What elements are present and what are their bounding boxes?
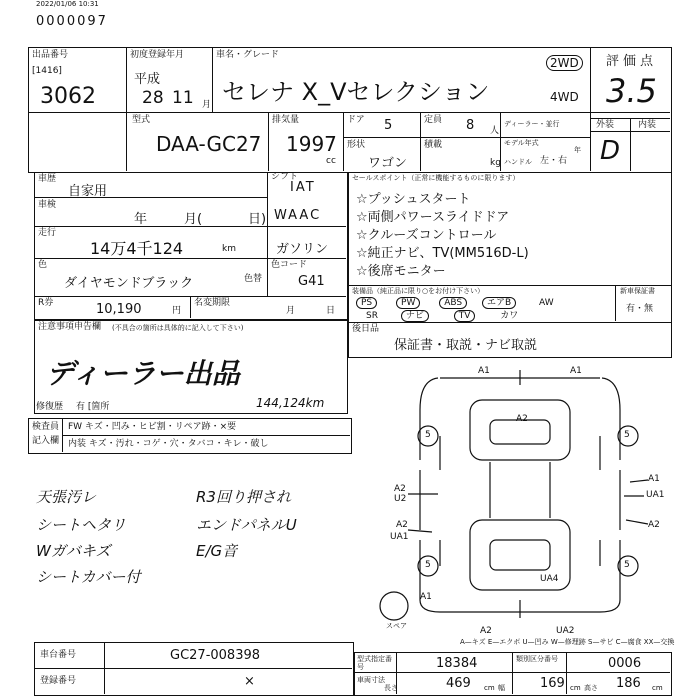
- model-label: 型式: [132, 115, 151, 125]
- mark-right-3: A2: [648, 520, 660, 530]
- mark-front-right: A1: [570, 366, 582, 376]
- odometer-note: 144,124km: [256, 396, 325, 410]
- mark-bumper-1: A2: [480, 626, 492, 636]
- mark-left-3: A2: [396, 520, 408, 530]
- designation-label: 型式指定番号: [357, 655, 392, 671]
- equip-aw: AW: [539, 298, 554, 308]
- accessories-value: 保証書・取説・ナビ取説: [394, 338, 538, 353]
- mark-wheel-rr: 5: [624, 560, 630, 570]
- equip-pw: PW: [396, 297, 420, 309]
- equip-abs: ABS: [439, 297, 467, 309]
- doors-value: 5: [384, 118, 393, 133]
- ac-value: WAAC: [274, 208, 322, 223]
- model-value: DAA-GC27: [156, 132, 262, 156]
- dims-l-label: 長さ: [384, 684, 398, 692]
- designation-value: 18384: [436, 656, 478, 671]
- color-change-label: 色替: [244, 274, 263, 284]
- category-value: 0006: [608, 656, 642, 671]
- mark-wheel-fl: 5: [425, 430, 431, 440]
- notes-label: 注意事項申告欄: [38, 322, 102, 332]
- sales-point-5: ☆後席モニター: [356, 264, 446, 279]
- color-label: 色: [38, 260, 48, 270]
- fuel-value: ガソリン: [276, 242, 329, 257]
- car-name-label: 車名・グレード: [216, 50, 280, 60]
- shift-value: IAT: [290, 180, 316, 195]
- dims-length: 469: [446, 676, 471, 691]
- repair-value: 有 [箇所: [76, 402, 110, 412]
- accessories-label: 後日品: [352, 324, 380, 334]
- color-value: ダイヤモンドブラック: [64, 276, 194, 291]
- equipment-label: 装備品（純正品に限り○をお付け下さい）: [352, 287, 485, 295]
- inspector-label-1: 検査員: [32, 422, 60, 432]
- lot-number: 3062: [40, 84, 96, 109]
- load-unit: kg: [490, 158, 501, 168]
- mark-bumper-2: UA2: [556, 626, 575, 636]
- mark-front-left: A1: [478, 366, 490, 376]
- mark-bonnet: A2: [516, 414, 528, 424]
- disp-value: 1997: [286, 132, 337, 156]
- name-change-label: 名変期限: [194, 298, 231, 308]
- dims-label: 車両寸法: [357, 676, 385, 684]
- hw-note-6: エンドパネルU: [196, 516, 297, 534]
- first-reg-label: 初度登録年月: [130, 50, 185, 60]
- dims-l-unit: cm: [484, 684, 495, 692]
- load-label: 積載: [424, 140, 443, 150]
- model-year-label: モデル年式: [504, 139, 539, 147]
- lot-label: 出品番号: [32, 50, 69, 60]
- cap-value: 8: [466, 118, 475, 133]
- insp-label: 車検: [38, 200, 57, 210]
- handle-value: 左・右: [540, 156, 568, 166]
- drive-2wd: 2WD: [546, 55, 583, 71]
- inspector-label-2: 記入欄: [32, 436, 60, 446]
- rating-label: 評価点: [606, 54, 658, 69]
- mark-right-1: A1: [648, 474, 660, 484]
- hw-note-1: 天張汚レ: [36, 488, 97, 506]
- doors-label: ドア: [347, 115, 365, 125]
- model-year-unit: 年: [574, 146, 581, 154]
- warranty-label: 新車保証書: [620, 287, 655, 295]
- notes-sub: (不具合の箇所は具体的に記入して下さい): [112, 324, 244, 332]
- chassis-value: GC27-008398: [170, 648, 261, 663]
- repair-label: 修復歴: [36, 402, 64, 412]
- insp-year: 年: [134, 212, 148, 227]
- handle-label: ハンドル: [504, 158, 532, 166]
- spare-label: スペア: [386, 622, 407, 630]
- mark-rear: UA4: [540, 574, 559, 584]
- damage-legend: A—キズ E—エクボ U—凹み W—修理跡 S—サビ C—腐食 XX—交換: [460, 638, 675, 646]
- ext-value: D: [600, 136, 621, 166]
- dims-width: 169: [540, 676, 565, 691]
- disp-label: 排気量: [272, 115, 300, 125]
- mark-left-2: U2: [394, 494, 407, 504]
- int-label: 内装: [638, 120, 657, 130]
- drive-4wd: 4WD: [550, 90, 579, 104]
- header-stub: 0000097: [36, 14, 108, 29]
- sales-point-4: ☆純正ナビ、TV(MM516D-L): [356, 246, 529, 261]
- cap-unit: 人: [490, 126, 500, 136]
- shape-label: 形状: [347, 140, 366, 150]
- mark-left-1: A2: [394, 484, 406, 494]
- color-code-label: 色コード: [271, 260, 308, 270]
- mark-left-4: UA1: [390, 532, 409, 542]
- notes-handwritten: ディーラー出品: [46, 357, 240, 390]
- import-label: ディーラー・並行: [504, 120, 560, 128]
- sales-point-3: ☆クルーズコントロール: [356, 228, 497, 243]
- warranty-value: 有・無: [626, 304, 654, 314]
- hw-note-3: Wガバキズ: [36, 542, 111, 560]
- first-reg-year: 28: [142, 88, 164, 108]
- ext-label: 外装: [596, 120, 615, 130]
- rating-value: 3.5: [606, 72, 657, 110]
- color-code-value: G41: [298, 274, 325, 289]
- equip-ps: PS: [356, 297, 377, 309]
- mark-wheel-fr: 5: [624, 430, 630, 440]
- recycle-label: R券: [38, 298, 54, 308]
- mark-right-2: UA1: [646, 490, 665, 500]
- hw-note-2: シートヘタリ: [36, 516, 127, 534]
- dims-w-label: 幅: [498, 684, 505, 692]
- mark-rear-left: A1: [420, 592, 432, 602]
- hw-note-5: R3回り押され: [196, 488, 291, 506]
- first-reg-month: 11: [172, 88, 194, 108]
- dims-w-unit: cm: [570, 684, 581, 692]
- cap-label: 定員: [424, 115, 443, 125]
- sales-points-label: セールスポイント（正常に機能するものに限ります）: [352, 174, 520, 182]
- mileage-value: 14万4千124: [90, 239, 184, 258]
- shift-label: シフト: [271, 172, 299, 182]
- use-label: 車歴: [38, 174, 57, 184]
- equip-airbag: エアB: [482, 297, 516, 309]
- sales-point-2: ☆両側パワースライドドア: [356, 210, 510, 225]
- print-timestamp: 2022/01/06 10:31: [36, 0, 99, 8]
- mileage-label: 走行: [38, 228, 57, 238]
- reg-label: 登録番号: [40, 676, 77, 686]
- hw-note-7: E/G音: [196, 542, 238, 560]
- name-change-month: 月: [286, 306, 296, 316]
- use-value: 自家用: [68, 184, 108, 199]
- recycle-unit: 円: [172, 306, 182, 316]
- mileage-unit: km: [222, 244, 236, 254]
- equip-tv: TV: [454, 310, 476, 322]
- dims-h-unit: cm: [652, 684, 663, 692]
- chassis-label: 車台番号: [40, 650, 77, 660]
- first-reg-era: 平成: [134, 72, 161, 87]
- inspector-row2: 内装 キズ・汚れ・コゲ・穴・タバコ・キレ・破し: [68, 439, 269, 449]
- name-change-day: 日: [326, 306, 336, 316]
- dims-height: 186: [616, 676, 641, 691]
- sales-point-1: ☆プッシュスタート: [356, 192, 471, 207]
- mark-wheel-rl: 5: [425, 560, 431, 570]
- hw-note-4: シートカバー付: [36, 568, 141, 586]
- inspector-row1: FW キズ・凹み・ヒビ割・リペア跡・×要: [68, 422, 237, 432]
- insp-day: 日): [248, 212, 267, 227]
- equip-navi: ナビ: [401, 310, 429, 322]
- equip-leather: カワ: [500, 311, 519, 321]
- recycle-value: 10,190: [96, 302, 142, 317]
- car-name-value: セレナ X_Vセレクション: [222, 78, 490, 106]
- reg-value: ×: [244, 674, 255, 689]
- insp-month: 月(: [184, 212, 203, 227]
- first-reg-month-unit: 月: [202, 100, 212, 110]
- lot-code: [1416]: [32, 66, 62, 76]
- shape-value: ワゴン: [368, 156, 408, 171]
- disp-unit: cc: [326, 156, 336, 166]
- dims-h-label: 高さ: [584, 684, 598, 692]
- equip-sr: SR: [366, 311, 378, 321]
- category-label: 類別区分番号: [516, 655, 558, 663]
